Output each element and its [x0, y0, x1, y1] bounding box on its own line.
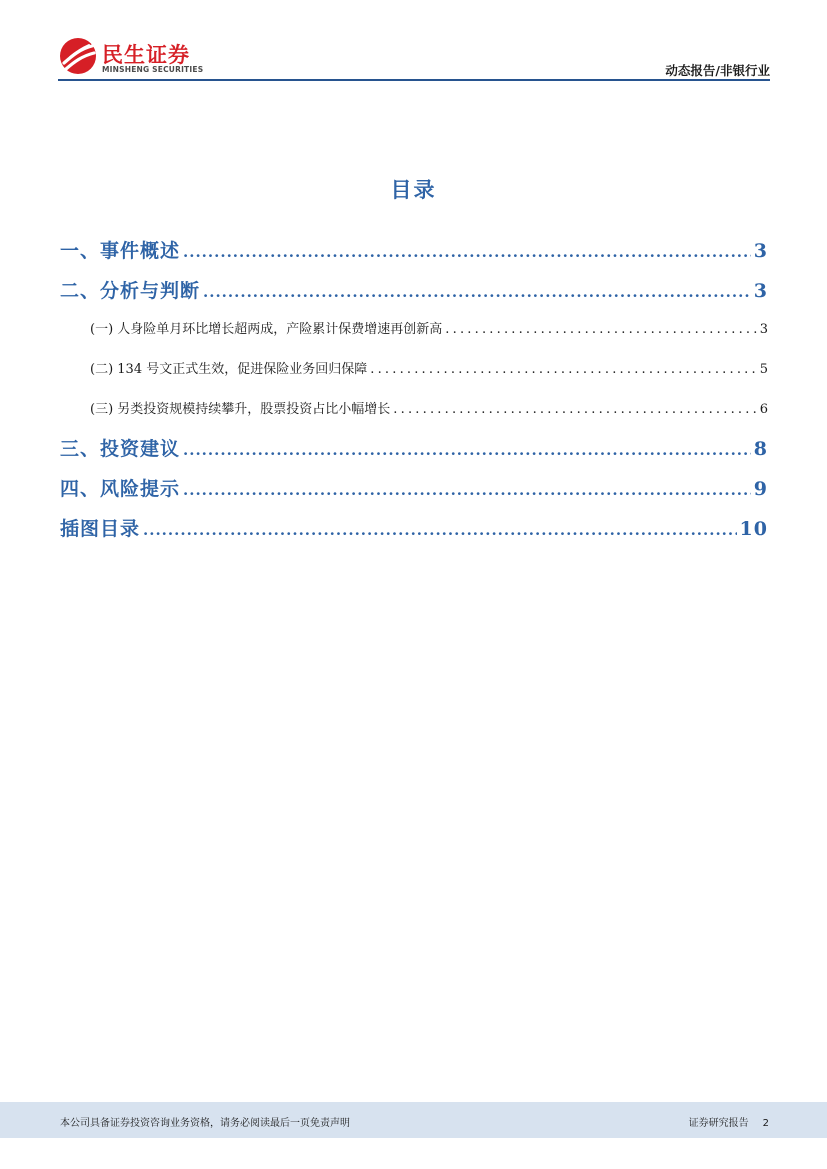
toc-entry-page: 8 [753, 438, 768, 460]
toc-entry-label: 二、分析与判断 [60, 280, 201, 302]
report-type-label: 动态报告/非银行业 [665, 63, 770, 78]
toc-leader-dots [203, 283, 751, 301]
toc-entry-label: 四、风险提示 [60, 478, 181, 500]
toc-entry-label: 一、事件概述 [60, 240, 181, 262]
toc-leader-dots [183, 243, 751, 261]
page-number: 2 [762, 1118, 769, 1129]
page-header [58, 36, 770, 82]
company-logo [58, 36, 218, 80]
toc-entry-event-overview[interactable] [60, 236, 768, 263]
toc-entry-page: 3 [759, 322, 768, 337]
toc-leader-dots [370, 362, 756, 377]
toc-title: 目录 [390, 177, 437, 202]
logo-chinese-name: 民生证券 [102, 43, 190, 67]
header-divider [58, 79, 770, 81]
toc-leader-dots [393, 402, 756, 417]
toc-entry-label: 插图目录 [60, 518, 141, 540]
toc-leader-dots [183, 441, 751, 459]
toc-entry-figure-index[interactable] [60, 514, 768, 541]
page-footer [0, 1102, 827, 1138]
toc-entry-analysis-3[interactable] [90, 398, 768, 417]
toc-entry-page: 9 [753, 478, 768, 500]
toc-entry-label: (一) 人身险单月环比增长超两成，产险累计保费增速再创新高 [90, 322, 443, 337]
toc-leader-dots [143, 521, 737, 539]
toc-entry-label: (三) 另类投资规模持续攀升，股票投资占比小幅增长 [90, 402, 391, 417]
toc-entry-label: (二) 134 号文正式生效，促进保险业务回归保障 [90, 362, 368, 377]
footer-right [689, 1114, 769, 1129]
toc-entry-investment-advice[interactable] [60, 434, 768, 461]
toc-leader-dots [183, 481, 751, 499]
toc-leader-dots [445, 322, 756, 337]
toc-entry-label: 三、投资建议 [60, 438, 181, 460]
logo-emblem-icon [58, 36, 98, 76]
logo-english-name: MINSHENG SECURITIES [102, 65, 204, 74]
toc-entry-page: 10 [739, 518, 768, 540]
footer-disclaimer: 本公司具备证券投资咨询业务资格，请务必阅读最后一页免责声明 [60, 1118, 350, 1129]
footer-doc-type: 证券研究报告 [688, 1118, 749, 1129]
toc-entry-page: 3 [753, 280, 768, 302]
toc-entry-page: 6 [759, 402, 768, 417]
toc-entry-risk-warning[interactable] [60, 474, 768, 501]
toc-entry-analysis-2[interactable] [90, 358, 768, 377]
toc-entry-page: 5 [759, 362, 768, 377]
toc-entry-analysis[interactable] [60, 276, 768, 303]
toc-entry-analysis-1[interactable] [90, 318, 768, 337]
toc-entry-page: 3 [753, 240, 768, 262]
